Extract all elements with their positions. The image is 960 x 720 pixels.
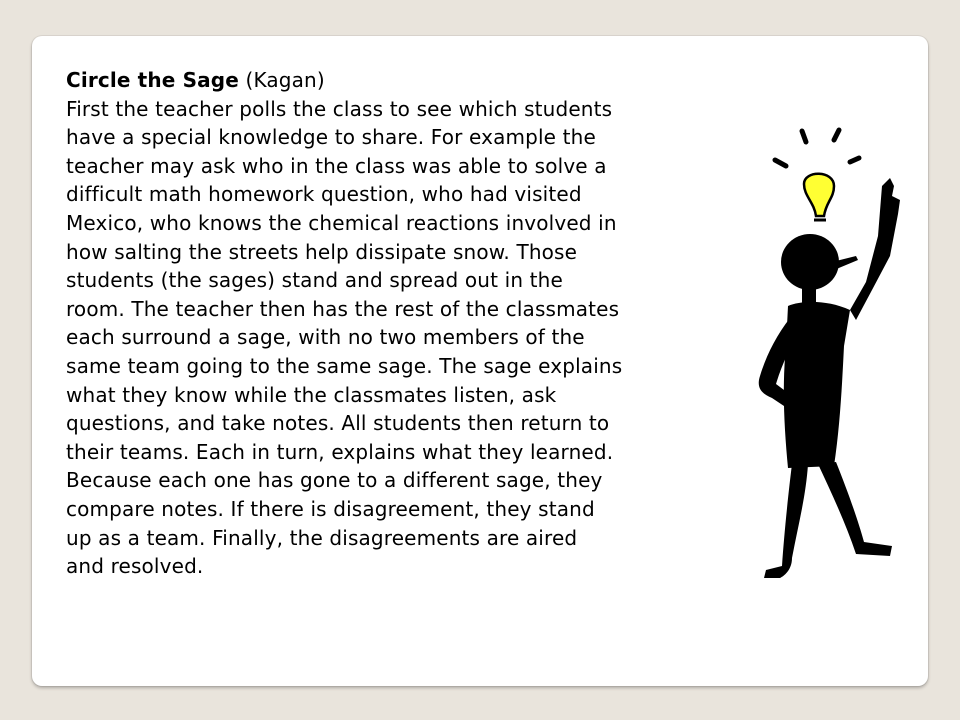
title-author: (Kagan): [239, 68, 325, 92]
slide-body: First the teacher polls the class to see which students have a special knowledge to share. For example the teacher may ask who in the class was able to solve a difficult math homework question, who had visited Mexico, who knows the chemical reactions involved in how salting the streets help dissipate snow. Those students (the sages) stand and spread out in the room. The teacher then has the rest of the classmates each surround a sage, with no two members of the same team going to the same sage. The sage explains what they know while the classmates listen, ask questions, and take notes. All students then return to their teams. Each in turn, explains what they learned. Because each one has gone to a different sage, they compare notes. If there is disagreement, they stand up as a team. Finally, the disagreements are aired and resolved.: [66, 96, 623, 579]
head: [781, 234, 839, 290]
idea-rays-icon: [775, 130, 859, 166]
raised-arm: [850, 178, 900, 320]
right-leg: [818, 462, 892, 556]
lightbulb-icon: [804, 174, 834, 220]
stick-figure-svg: [758, 96, 908, 596]
stick-figure-idea-icon: [758, 96, 908, 596]
slide-title: [66, 66, 736, 95]
slide: [32, 36, 928, 686]
title-bold: Circle the Sage: [66, 68, 239, 92]
slide-text: [66, 66, 736, 581]
left-leg: [764, 464, 808, 578]
